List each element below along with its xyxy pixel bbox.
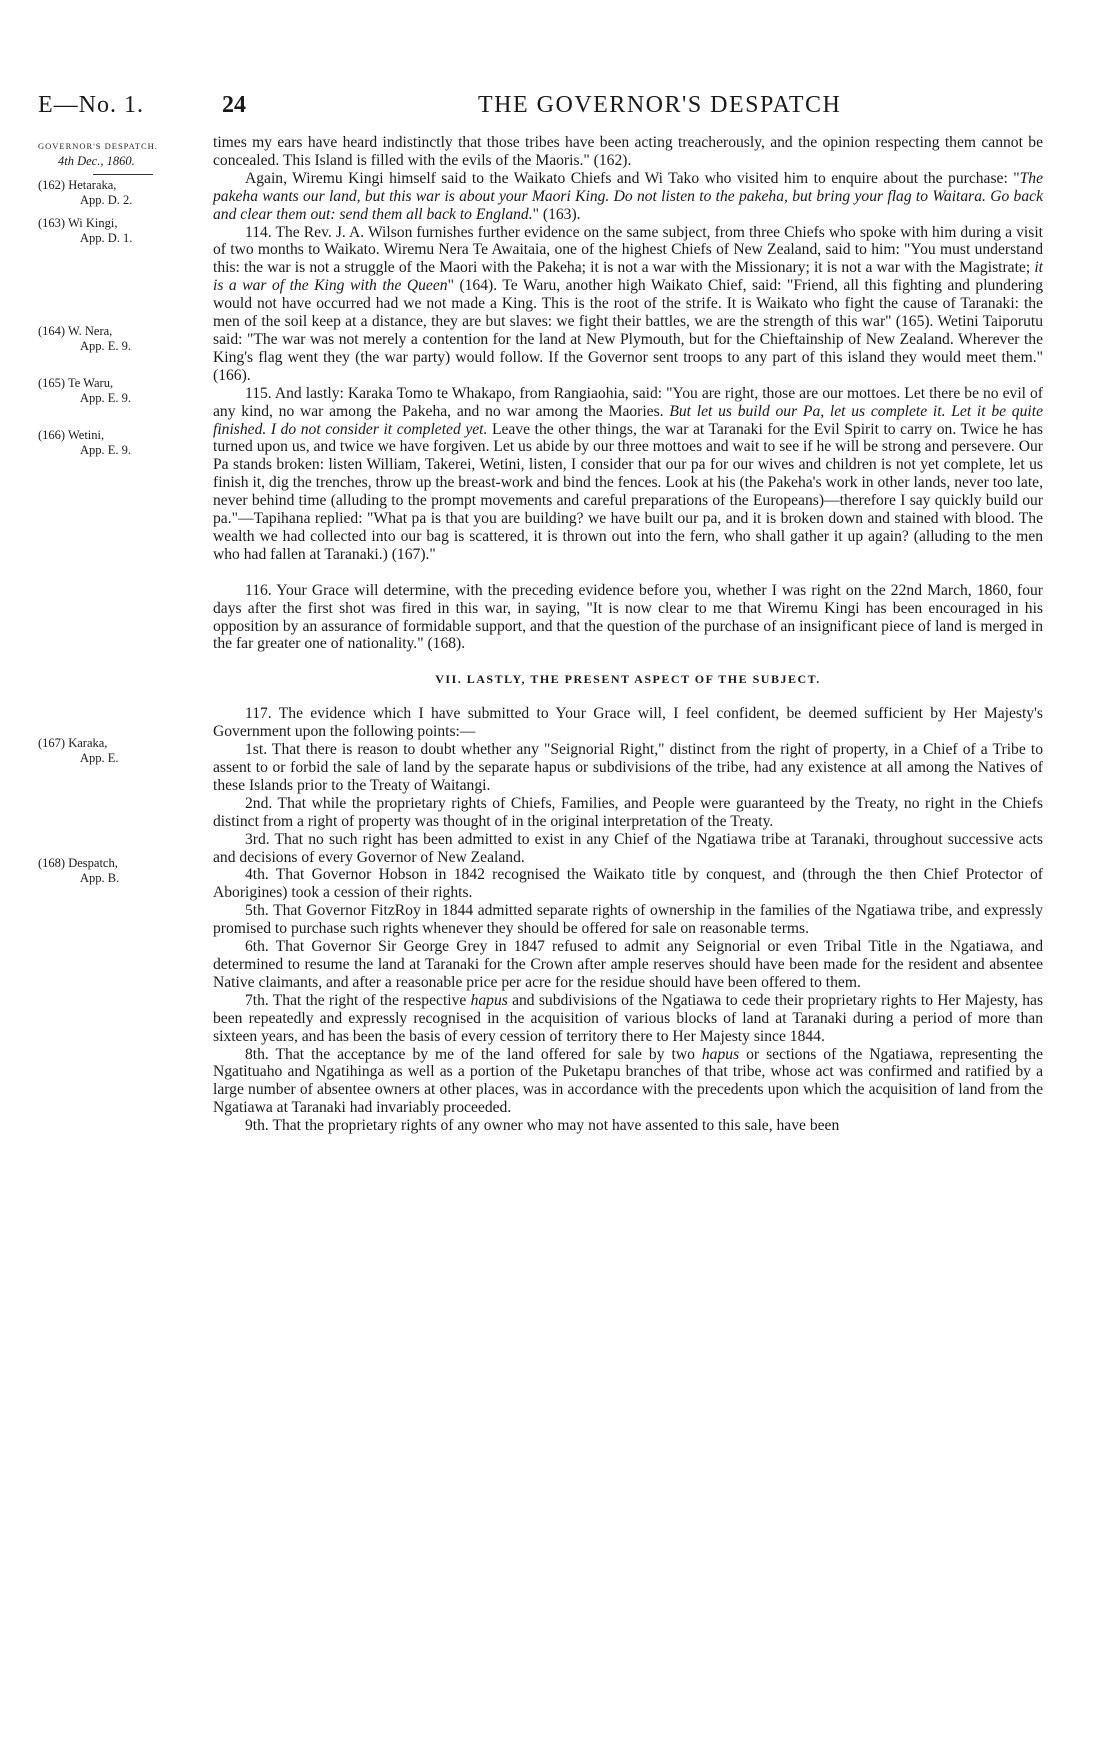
text-run: 115. And lastly: Karaka Tomo te Whakapo, from Rangiaohia, said: "You are right, those are our mottoes. Let there be no evil of any kind, no war among the Pakeha, and no war among the Maories.: [213, 384, 1043, 420]
point-7: [213, 992, 1043, 1046]
margin-note-text: App. B.: [80, 871, 120, 885]
document-reference: E—No. 1.: [38, 92, 144, 118]
spacer: [213, 564, 1043, 582]
italic-quote: The pakeha wants our land, but this war is about your Maori King. Do not listen to the pakeha, but bring your flag to Waitara. Go back and clear them out: send them all back to England.: [213, 169, 1043, 223]
point-1: 1st. That there is reason to doubt whether any "Seignorial Right," distinct from the right of property, in a Chief of a Tribe to assent to or forbid the sale of land by the separate hapus or subdivisions of the tribe, had any existence at all among the Natives of these Islands prior to the Treaty of Waitangi.: [213, 741, 1043, 794]
italic-quote: But let us build our Pa, let us complete it. Let it be quite finished. I do not consider it completed yet.: [213, 402, 1043, 438]
paragraph-115: [213, 385, 1043, 564]
text-run: 114. The Rev. J. A. Wilson furnishes further evidence on the same subject, from three Chiefs who spoke with him during a visit of two months to Waikato. Wiremu Nera Te Awaitaia, one of the highest Chiefs of New Zealand, said to him: "You must understand this: the war is not a struggle of the Maori with the Pakeha; it is not a war with the Missionary; it is not a war with the Magistrate;: [213, 223, 1043, 277]
page-header: [38, 92, 1044, 124]
italic-quote: it is a war of the King with the Queen: [213, 259, 1043, 295]
text-run: " (163).: [532, 205, 581, 223]
point-5: 5th. That Governor FitzRoy in 1844 admitted separate rights of ownership in the families of the Ngatiawa tribe, and expressly promised to purchase such rights whenever they should be offered for sale on reasonable terms.: [213, 902, 1043, 938]
margin-note-text: (164) W. Nera,: [38, 324, 113, 338]
margin-note-text: App. E. 9.: [80, 391, 132, 405]
point-2: 2nd. That while the proprietary rights of Chiefs, Families, and People were guaranteed by the Treaty, no right in the Chiefs distinct from a right of property was thought of in the original interpretation of the Treaty.: [213, 794, 1043, 830]
margin-note-165: [38, 376, 198, 406]
paragraph-again: [213, 170, 1043, 224]
body-text: [213, 134, 1043, 1135]
italic-term: hapus: [470, 991, 508, 1009]
margin-note-text: App. D. 1.: [80, 231, 133, 245]
text-run: and subdivisions of the Ngatiawa to cede their proprietary rights to Her Majesty, has been repeatedly and expressly recognised in the acquisition of various blocks of land at Taranaki during a period of more than sixteen years, and has been the basis of every cession of territory there to Her Majesty since 1844.: [213, 991, 1044, 1045]
margin-note-text: App. D. 2.: [80, 193, 133, 207]
margin-note-166: [38, 428, 198, 458]
point-4: 4th. That Governor Hobson in 1842 recognised the Waikato title by conquest, and (through the then Chief Protector of Aborigines) took a cession of their rights.: [213, 866, 1043, 902]
italic-term: hapus: [701, 1045, 740, 1063]
text-run: or sections of the Ngatiawa, representing the Ngatituaho and Ngatihinga as well as a portion of the Puketapu branches of that tribe, whose act was confirmed and ratified by a large number of absentee owners at other places, was in accordance with the precedents upon which the acquisition of land from the Ngatiawa at Taranaki had invariably proceeded.: [213, 1045, 1043, 1117]
margin-note-164: [38, 324, 198, 354]
point-8: [213, 1046, 1043, 1118]
paragraph-117: 117. The evidence which I have submitted to Your Grace will, I feel confident, be deemed sufficient by Her Majesty's Government upon the following points:—: [213, 705, 1043, 741]
margin-rule: [93, 174, 153, 175]
margin-note-163: [38, 216, 198, 246]
point-9: 9th. That the proprietary rights of any owner who may not have assented to this sale, have been: [245, 1117, 840, 1135]
margin-note-text: App. E. 9.: [80, 443, 132, 457]
paragraph-intro: times my ears have heard indistinctly that those tribes have been acting treacherously, and the opinion respecting them cannot be concealed. This Island is filled with the evils of the Maoris." (162).: [213, 134, 1043, 169]
margin-note-text: (163) Wi Kingi,: [38, 216, 118, 230]
margin-note-text: App. E. 9.: [80, 339, 132, 353]
margin-note-text: (165) Te Waru,: [38, 376, 114, 390]
margin-note-text: (162) Hetaraka,: [38, 178, 117, 192]
text-run: 8th. That the acceptance by me of the land offered for sale by two: [245, 1045, 702, 1063]
margin-note-167: [38, 736, 198, 766]
text-run: 7th. That the right of the respective: [245, 991, 471, 1009]
margin-note-despatch: [38, 138, 198, 175]
paragraph-116: 116. Your Grace will determine, with the preceding evidence before you, whether I was right on the 22nd March, 1860, four days after the first shot was fired in this war, in saying, "It is now clear to me that Wiremu Kingi has been encouraged in his opposition by an assurance of formidable support, and that the question of the purchase of an insignificant piece of land is merged in the far greater one of nationality." (168).: [213, 581, 1043, 653]
point-6: 6th. That Governor Sir George Grey in 1847 refused to admit any Seignorial or even Tribal Title in the Ngatiawa, and determined to resume the land at Taranaki for the Crown after ample reserves should have been made for the resident and absentee Native claimants, and after a reasonable price per acre for the residue should have been offered to them.: [213, 938, 1043, 991]
text-run: Leave the other things, the war at Taranaki for the Evil Spirit to carry on. Twice he has turned upon us, and twice we have forgiven. Let us abide by our three mottoes and wait to see if he will be strong and persevere. Our Pa stands broken: listen William, Takerei, Wetini, listen, I consider that our pa for our wives and children is not yet complete, let us finish it, dig the trenches, throw up the breast-work and bind the fences. Look at his (the Pakeha's work in other lands, never too late, never behind time (alluding to the prompt movements and careful preparations of the Europeans)—therefore I say quickly build our pa."—Tapihana replied: "What pa is that you are building? we have built our pa, and it is broken down and stained with blood. The wealth we had collected into our bag is scattered, it is thrown out into the fern, who shall gather it up again? (alluding to the men who had fallen at Taranaki.) (167).": [213, 420, 1043, 563]
margin-note-text: 4th Dec., 1860.: [58, 154, 135, 168]
text-run: Again, Wiremu Kingi himself said to the Waikato Chiefs and Wi Tako who visited him to enquire about the purchase: ": [245, 169, 1020, 187]
paragraph-114: [213, 224, 1043, 385]
margin-note-text: (167) Karaka,: [38, 736, 108, 750]
margin-note-text: App. E.: [80, 751, 119, 765]
margin-note-text: GOVERNOR'S DESPATCH.: [38, 141, 158, 151]
section-heading: VII. LASTLY, THE PRESENT ASPECT OF THE SUBJECT.: [435, 672, 821, 687]
text-run: " (164). Te Waru, another high Waikato Chief, said: "Friend, all this fighting and plundering would not have occurred had we not made a King. This is the root of the strife. It is Waikato who fight the cause of Taranaki: the men of the soil keep at a distance, they are but slaves: we fight their battles, we are the strength of this war" (165). Wetini Taiporutu said: "The war was not merely a contention for the land at New Plymouth, but for the Chieftainship of New Zealand. Wherever the King's flag went they (the war party) would follow. If the Governor sent troops to any part of this island they would meet them." (166).: [213, 277, 1043, 384]
margin-note-168: [38, 856, 198, 886]
point-3: 3rd. That no such right has been admitted to exist in any Chief of the Ngatiawa tribe at Taranaki, throughout successive acts and decisions of every Governor of New Zealand.: [213, 830, 1043, 866]
margin-note-text: (166) Wetini,: [38, 428, 105, 442]
page-title: THE GOVERNOR'S DESPATCH: [478, 92, 842, 118]
page-number: 24: [222, 92, 246, 118]
margin-note-text: (168) Despatch,: [38, 856, 118, 870]
margin-note-162: [38, 178, 198, 208]
